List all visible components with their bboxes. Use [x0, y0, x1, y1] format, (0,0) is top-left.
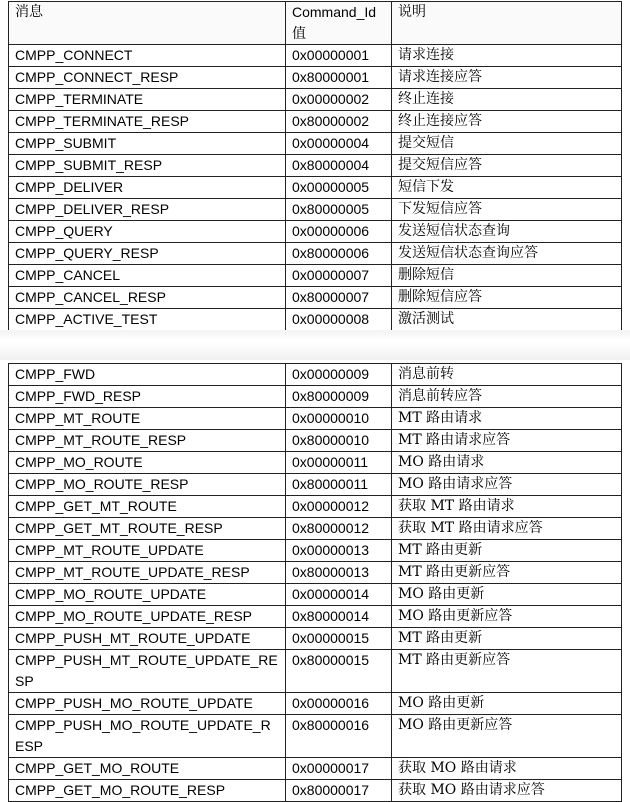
description-cell: 激活测试: [392, 309, 622, 331]
command-id-cell: 0x00000004: [286, 133, 392, 155]
description-cell: 发送短信状态查询: [392, 221, 622, 243]
command-id-cell: 0x80000004: [286, 155, 392, 177]
page-break-gap: [0, 330, 630, 360]
command-id-cell: 0x00000005: [286, 177, 392, 199]
table-row: [9, 133, 622, 155]
command-id-cell: 0x80000011: [286, 474, 392, 496]
table-row: [9, 584, 622, 606]
message-name-cell: CMPP_PUSH_MO_ROUTE_UPDATE: [9, 693, 286, 715]
message-name-cell: CMPP_MO_ROUTE_UPDATE_RESP: [9, 606, 286, 628]
table-row: [9, 155, 622, 177]
command-id-cell: 0x80000006: [286, 243, 392, 265]
command-id-table-part-1: [8, 1, 622, 353]
message-name-cell: CMPP_MT_ROUTE_UPDATE_RESP: [9, 562, 286, 584]
table-row: [9, 111, 622, 133]
command-id-cell: 0x00000010: [286, 408, 392, 430]
command-id-cell: 0x00000013: [286, 540, 392, 562]
description-cell: MT 路由请求: [392, 408, 622, 430]
table-row: [9, 606, 622, 628]
message-name-cell: CMPP_MO_ROUTE: [9, 452, 286, 474]
table-row: [9, 474, 622, 496]
table-row: [9, 386, 622, 408]
description-cell: 终止连接应答: [392, 111, 622, 133]
description-cell: MT 路由更新应答: [392, 650, 622, 693]
message-name-cell: CMPP_QUERY: [9, 221, 286, 243]
message-name-cell: CMPP_MO_ROUTE_UPDATE: [9, 584, 286, 606]
message-name-cell: CMPP_ACTIVE_TEST: [9, 309, 286, 331]
command-id-cell: 0x80000017: [286, 780, 392, 802]
command-id-cell: 0x00000001: [286, 45, 392, 67]
message-name-cell: CMPP_QUERY_RESP: [9, 243, 286, 265]
command-id-cell: 0x80000001: [286, 67, 392, 89]
table-row: [9, 177, 622, 199]
header-message: 消息: [9, 2, 286, 45]
message-name-cell: CMPP_GET_MT_ROUTE: [9, 496, 286, 518]
command-id-cell: 0x80000005: [286, 199, 392, 221]
message-name-cell: CMPP_GET_MO_ROUTE: [9, 758, 286, 780]
command-id-cell: 0x00000006: [286, 221, 392, 243]
message-name-cell: CMPP_PUSH_MT_ROUTE_UPDATE: [9, 628, 286, 650]
table-row: [9, 364, 622, 386]
message-name-cell: CMPP_CONNECT: [9, 45, 286, 67]
table-body: [9, 364, 622, 802]
table-row: [9, 780, 622, 802]
message-name-cell: CMPP_DELIVER: [9, 177, 286, 199]
command-id-table-part-2: [8, 363, 622, 802]
table-row: [9, 628, 622, 650]
message-name-cell: CMPP_MT_ROUTE: [9, 408, 286, 430]
description-cell: 获取 MT 路由请求: [392, 496, 622, 518]
command-id-cell: 0x00000015: [286, 628, 392, 650]
message-name-cell: CMPP_SUBMIT: [9, 133, 286, 155]
command-id-cell: 0x80000015: [286, 650, 392, 693]
description-cell: 获取 MO 路由请求应答: [392, 780, 622, 802]
description-cell: MO 路由更新应答: [392, 606, 622, 628]
table-row: [9, 45, 622, 67]
command-id-cell: 0x00000007: [286, 265, 392, 287]
command-id-cell: 0x00000017: [286, 758, 392, 780]
table-row: [9, 496, 622, 518]
command-id-cell: 0x00000009: [286, 364, 392, 386]
command-id-cell: 0x80000014: [286, 606, 392, 628]
table-row: [9, 693, 622, 715]
header-description: 说明: [392, 2, 622, 45]
message-name-cell: CMPP_GET_MT_ROUTE_RESP: [9, 518, 286, 540]
table-row: [9, 758, 622, 780]
description-cell: MT 路由请求应答: [392, 430, 622, 452]
description-cell: 请求连接应答: [392, 67, 622, 89]
description-cell: MO 路由更新: [392, 693, 622, 715]
table-row: [9, 562, 622, 584]
message-name-cell: CMPP_PUSH_MO_ROUTE_UPDATE_RESP: [9, 715, 286, 758]
table-row: [9, 243, 622, 265]
command-id-cell: 0x00000002: [286, 89, 392, 111]
table-row: [9, 67, 622, 89]
message-name-cell: CMPP_MT_ROUTE_RESP: [9, 430, 286, 452]
description-cell: 提交短信应答: [392, 155, 622, 177]
description-cell: MT 路由更新应答: [392, 562, 622, 584]
description-cell: MO 路由请求: [392, 452, 622, 474]
message-name-cell: CMPP_TERMINATE: [9, 89, 286, 111]
command-id-cell: 0x00000014: [286, 584, 392, 606]
table-body: [9, 45, 622, 353]
command-id-cell: 0x80000009: [286, 386, 392, 408]
description-cell: 删除短信: [392, 265, 622, 287]
header-command-id: Command_Id 值: [286, 2, 392, 45]
message-name-cell: CMPP_MT_ROUTE_UPDATE: [9, 540, 286, 562]
message-name-cell: CMPP_GET_MO_ROUTE_RESP: [9, 780, 286, 802]
message-name-cell: CMPP_TERMINATE_RESP: [9, 111, 286, 133]
table-row: [9, 650, 622, 693]
table-row: [9, 430, 622, 452]
command-id-cell: 0x80000002: [286, 111, 392, 133]
table-row: [9, 89, 622, 111]
command-id-cell: 0x80000012: [286, 518, 392, 540]
message-name-cell: CMPP_MO_ROUTE_RESP: [9, 474, 286, 496]
description-cell: 获取 MO 路由请求: [392, 758, 622, 780]
description-cell: 删除短信应答: [392, 287, 622, 309]
table-row: [9, 221, 622, 243]
description-cell: MO 路由更新应答: [392, 715, 622, 758]
table-row: [9, 287, 622, 309]
message-name-cell: CMPP_CANCEL: [9, 265, 286, 287]
command-id-cell: 0x00000016: [286, 693, 392, 715]
table-row: [9, 265, 622, 287]
table-row: [9, 452, 622, 474]
message-name-cell: CMPP_SUBMIT_RESP: [9, 155, 286, 177]
description-cell: MO 路由请求应答: [392, 474, 622, 496]
command-id-cell: 0x00000012: [286, 496, 392, 518]
command-id-cell: 0x80000013: [286, 562, 392, 584]
message-name-cell: CMPP_CONNECT_RESP: [9, 67, 286, 89]
description-cell: MT 路由更新: [392, 628, 622, 650]
table-row: [9, 309, 622, 331]
description-cell: 下发短信应答: [392, 199, 622, 221]
message-name-cell: CMPP_PUSH_MT_ROUTE_UPDATE_RESP: [9, 650, 286, 693]
message-name-cell: CMPP_FWD: [9, 364, 286, 386]
description-cell: 请求连接: [392, 45, 622, 67]
description-cell: 发送短信状态查询应答: [392, 243, 622, 265]
description-cell: 终止连接: [392, 89, 622, 111]
command-id-cell: 0x80000010: [286, 430, 392, 452]
description-cell: MT 路由更新: [392, 540, 622, 562]
command-id-cell: 0x80000007: [286, 287, 392, 309]
command-id-cell: 0x80000016: [286, 715, 392, 758]
description-cell: 获取 MT 路由请求应答: [392, 518, 622, 540]
table-row: [9, 540, 622, 562]
table-header-row: [9, 2, 622, 45]
description-cell: 消息前转应答: [392, 386, 622, 408]
table-row: [9, 199, 622, 221]
description-cell: MO 路由更新: [392, 584, 622, 606]
description-cell: 消息前转: [392, 364, 622, 386]
command-id-cell: 0x00000008: [286, 309, 392, 331]
table-row: [9, 408, 622, 430]
message-name-cell: CMPP_DELIVER_RESP: [9, 199, 286, 221]
description-cell: 短信下发: [392, 177, 622, 199]
description-cell: 提交短信: [392, 133, 622, 155]
command-id-cell: 0x00000011: [286, 452, 392, 474]
message-name-cell: CMPP_FWD_RESP: [9, 386, 286, 408]
message-name-cell: CMPP_CANCEL_RESP: [9, 287, 286, 309]
table-row: [9, 518, 622, 540]
table-row: [9, 715, 622, 758]
